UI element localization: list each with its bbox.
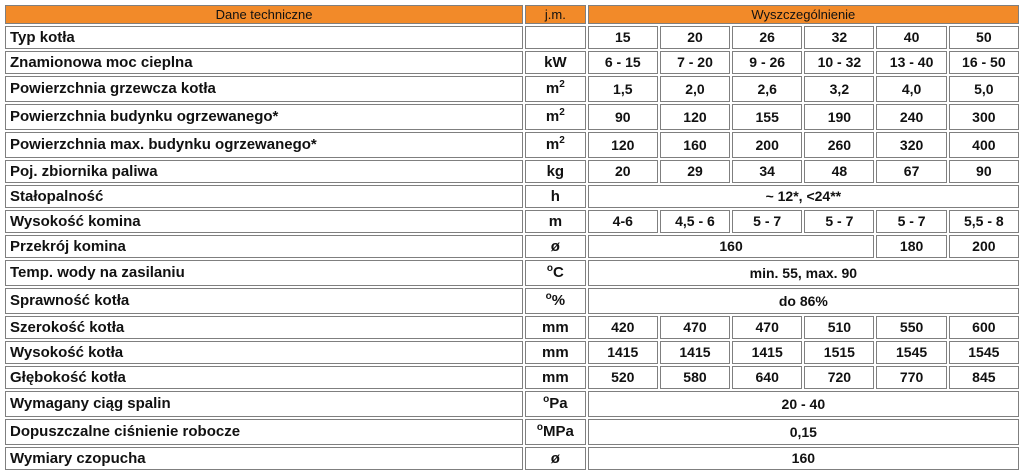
merged-value-cell: 160 xyxy=(588,235,875,258)
unit-superscript: o xyxy=(546,263,553,274)
table-row xyxy=(5,447,1019,470)
unit-cell xyxy=(525,419,586,445)
value-cell: 50 xyxy=(949,26,1019,49)
param-label: Typ kotła xyxy=(5,26,523,49)
unit-text: Pa xyxy=(549,395,568,412)
merged-value-cell: 160 xyxy=(588,447,1019,470)
param-label: Poj. zbiornika paliwa xyxy=(5,160,523,183)
value-cell: 640 xyxy=(732,366,802,389)
value-cell: 13 - 40 xyxy=(876,51,946,74)
header-unit: j.m. xyxy=(525,5,586,24)
boiler-spec-table xyxy=(3,3,1021,472)
unit-text: m xyxy=(545,80,560,97)
value-cell: 32 xyxy=(804,26,874,49)
table-row xyxy=(5,132,1019,158)
value-cell: 400 xyxy=(949,132,1019,158)
table-row xyxy=(5,316,1019,339)
value-cell: 40 xyxy=(876,26,946,49)
value-cell: 120 xyxy=(588,132,658,158)
value-cell: 240 xyxy=(876,104,946,130)
table-row xyxy=(5,210,1019,233)
unit-cell: kg xyxy=(525,160,586,183)
value-cell: 550 xyxy=(876,316,946,339)
unit-cell: m xyxy=(525,210,586,233)
param-label: Przekrój komina xyxy=(5,235,523,258)
unit-superscript: 2 xyxy=(559,79,565,90)
table-row xyxy=(5,260,1019,286)
unit-text: % xyxy=(551,292,566,309)
value-cell: 1515 xyxy=(804,341,874,364)
value-cell: 5,5 - 8 xyxy=(949,210,1019,233)
table-row xyxy=(5,366,1019,389)
value-cell: 470 xyxy=(660,316,730,339)
header-row xyxy=(5,5,1019,24)
value-cell: 3,2 xyxy=(804,76,874,102)
unit-cell xyxy=(525,260,586,286)
table-row xyxy=(5,185,1019,208)
unit-text: m xyxy=(545,108,560,125)
unit-cell: ø xyxy=(525,447,586,470)
table-row xyxy=(5,419,1019,445)
param-label: Wysokość komina xyxy=(5,210,523,233)
param-label: Stałopalność xyxy=(5,185,523,208)
unit-superscript: o xyxy=(536,422,543,433)
param-label: Powierzchnia budynku ogrzewanego* xyxy=(5,104,523,130)
value-cell: 200 xyxy=(732,132,802,158)
value-cell: 2,6 xyxy=(732,76,802,102)
value-cell: 90 xyxy=(588,104,658,130)
unit-text: m xyxy=(545,136,560,153)
param-label: Powierzchnia max. budynku ogrzewanego* xyxy=(5,132,523,158)
value-cell: 67 xyxy=(876,160,946,183)
value-cell: 420 xyxy=(588,316,658,339)
value-cell: 300 xyxy=(949,104,1019,130)
value-cell: 6 - 15 xyxy=(588,51,658,74)
value-cell: 600 xyxy=(949,316,1019,339)
param-label: Głębokość kotła xyxy=(5,366,523,389)
unit-cell xyxy=(525,288,586,314)
table-row xyxy=(5,235,1019,258)
value-cell: 48 xyxy=(804,160,874,183)
merged-value-cell: ~ 12*, <24** xyxy=(588,185,1019,208)
value-cell: 5 - 7 xyxy=(876,210,946,233)
value-cell: 20 xyxy=(588,160,658,183)
value-cell: 160 xyxy=(660,132,730,158)
param-label: Sprawność kotła xyxy=(5,288,523,314)
unit-superscript: 2 xyxy=(559,135,565,146)
unit-cell xyxy=(525,104,586,130)
unit-cell: h xyxy=(525,185,586,208)
unit-cell: ø xyxy=(525,235,586,258)
header-param: Dane techniczne xyxy=(5,5,523,24)
param-label: Powierzchnia grzewcza kotła xyxy=(5,76,523,102)
value-cell: 4-6 xyxy=(588,210,658,233)
table-row xyxy=(5,391,1019,417)
param-label: Temp. wody na zasilaniu xyxy=(5,260,523,286)
table-row xyxy=(5,104,1019,130)
value-cell: 10 - 32 xyxy=(804,51,874,74)
table-row xyxy=(5,76,1019,102)
table-row xyxy=(5,51,1019,74)
value-cell: 180 xyxy=(876,235,946,258)
value-cell: 4,0 xyxy=(876,76,946,102)
unit-cell xyxy=(525,76,586,102)
value-cell: 1545 xyxy=(949,341,1019,364)
value-cell: 845 xyxy=(949,366,1019,389)
unit-cell xyxy=(525,391,586,417)
param-label: Dopuszczalne ciśnienie robocze xyxy=(5,419,523,445)
value-cell: 15 xyxy=(588,26,658,49)
value-cell: 5 - 7 xyxy=(804,210,874,233)
unit-cell: mm xyxy=(525,366,586,389)
value-cell: 1415 xyxy=(732,341,802,364)
unit-cell: mm xyxy=(525,316,586,339)
value-cell: 520 xyxy=(588,366,658,389)
value-cell: 16 - 50 xyxy=(949,51,1019,74)
value-cell: 770 xyxy=(876,366,946,389)
value-cell: 26 xyxy=(732,26,802,49)
value-cell: 29 xyxy=(660,160,730,183)
value-cell: 190 xyxy=(804,104,874,130)
value-cell: 120 xyxy=(660,104,730,130)
unit-superscript: o xyxy=(545,291,552,302)
unit-text: MPa xyxy=(542,423,574,440)
value-cell: 200 xyxy=(949,235,1019,258)
value-cell: 580 xyxy=(660,366,730,389)
header-spec: Wyszczególnienie xyxy=(588,5,1019,24)
unit-cell: mm xyxy=(525,341,586,364)
value-cell: 34 xyxy=(732,160,802,183)
table-row xyxy=(5,341,1019,364)
value-cell: 510 xyxy=(804,316,874,339)
merged-value-cell: do 86% xyxy=(588,288,1019,314)
value-cell: 2,0 xyxy=(660,76,730,102)
value-cell: 1545 xyxy=(876,341,946,364)
value-cell: 155 xyxy=(732,104,802,130)
param-label: Wymiary czopucha xyxy=(5,447,523,470)
param-label: Znamionowa moc cieplna xyxy=(5,51,523,74)
value-cell: 9 - 26 xyxy=(732,51,802,74)
value-cell: 260 xyxy=(804,132,874,158)
merged-value-cell: 20 - 40 xyxy=(588,391,1019,417)
unit-text: C xyxy=(552,264,564,281)
merged-value-cell: 0,15 xyxy=(588,419,1019,445)
value-cell: 720 xyxy=(804,366,874,389)
table-row xyxy=(5,26,1019,49)
value-cell: 1415 xyxy=(660,341,730,364)
param-label: Szerokość kotła xyxy=(5,316,523,339)
value-cell: 7 - 20 xyxy=(660,51,730,74)
unit-cell xyxy=(525,26,586,49)
unit-cell xyxy=(525,132,586,158)
unit-cell: kW xyxy=(525,51,586,74)
value-cell: 1,5 xyxy=(588,76,658,102)
merged-value-cell: min. 55, max. 90 xyxy=(588,260,1019,286)
param-label: Wysokość kotła xyxy=(5,341,523,364)
value-cell: 5 - 7 xyxy=(732,210,802,233)
param-label: Wymagany ciąg spalin xyxy=(5,391,523,417)
value-cell: 1415 xyxy=(588,341,658,364)
value-cell: 320 xyxy=(876,132,946,158)
value-cell: 4,5 - 6 xyxy=(660,210,730,233)
value-cell: 5,0 xyxy=(949,76,1019,102)
table-row xyxy=(5,288,1019,314)
value-cell: 470 xyxy=(732,316,802,339)
value-cell: 90 xyxy=(949,160,1019,183)
unit-superscript: o xyxy=(543,394,550,405)
value-cell: 20 xyxy=(660,26,730,49)
unit-superscript: 2 xyxy=(559,107,565,118)
table-row xyxy=(5,160,1019,183)
